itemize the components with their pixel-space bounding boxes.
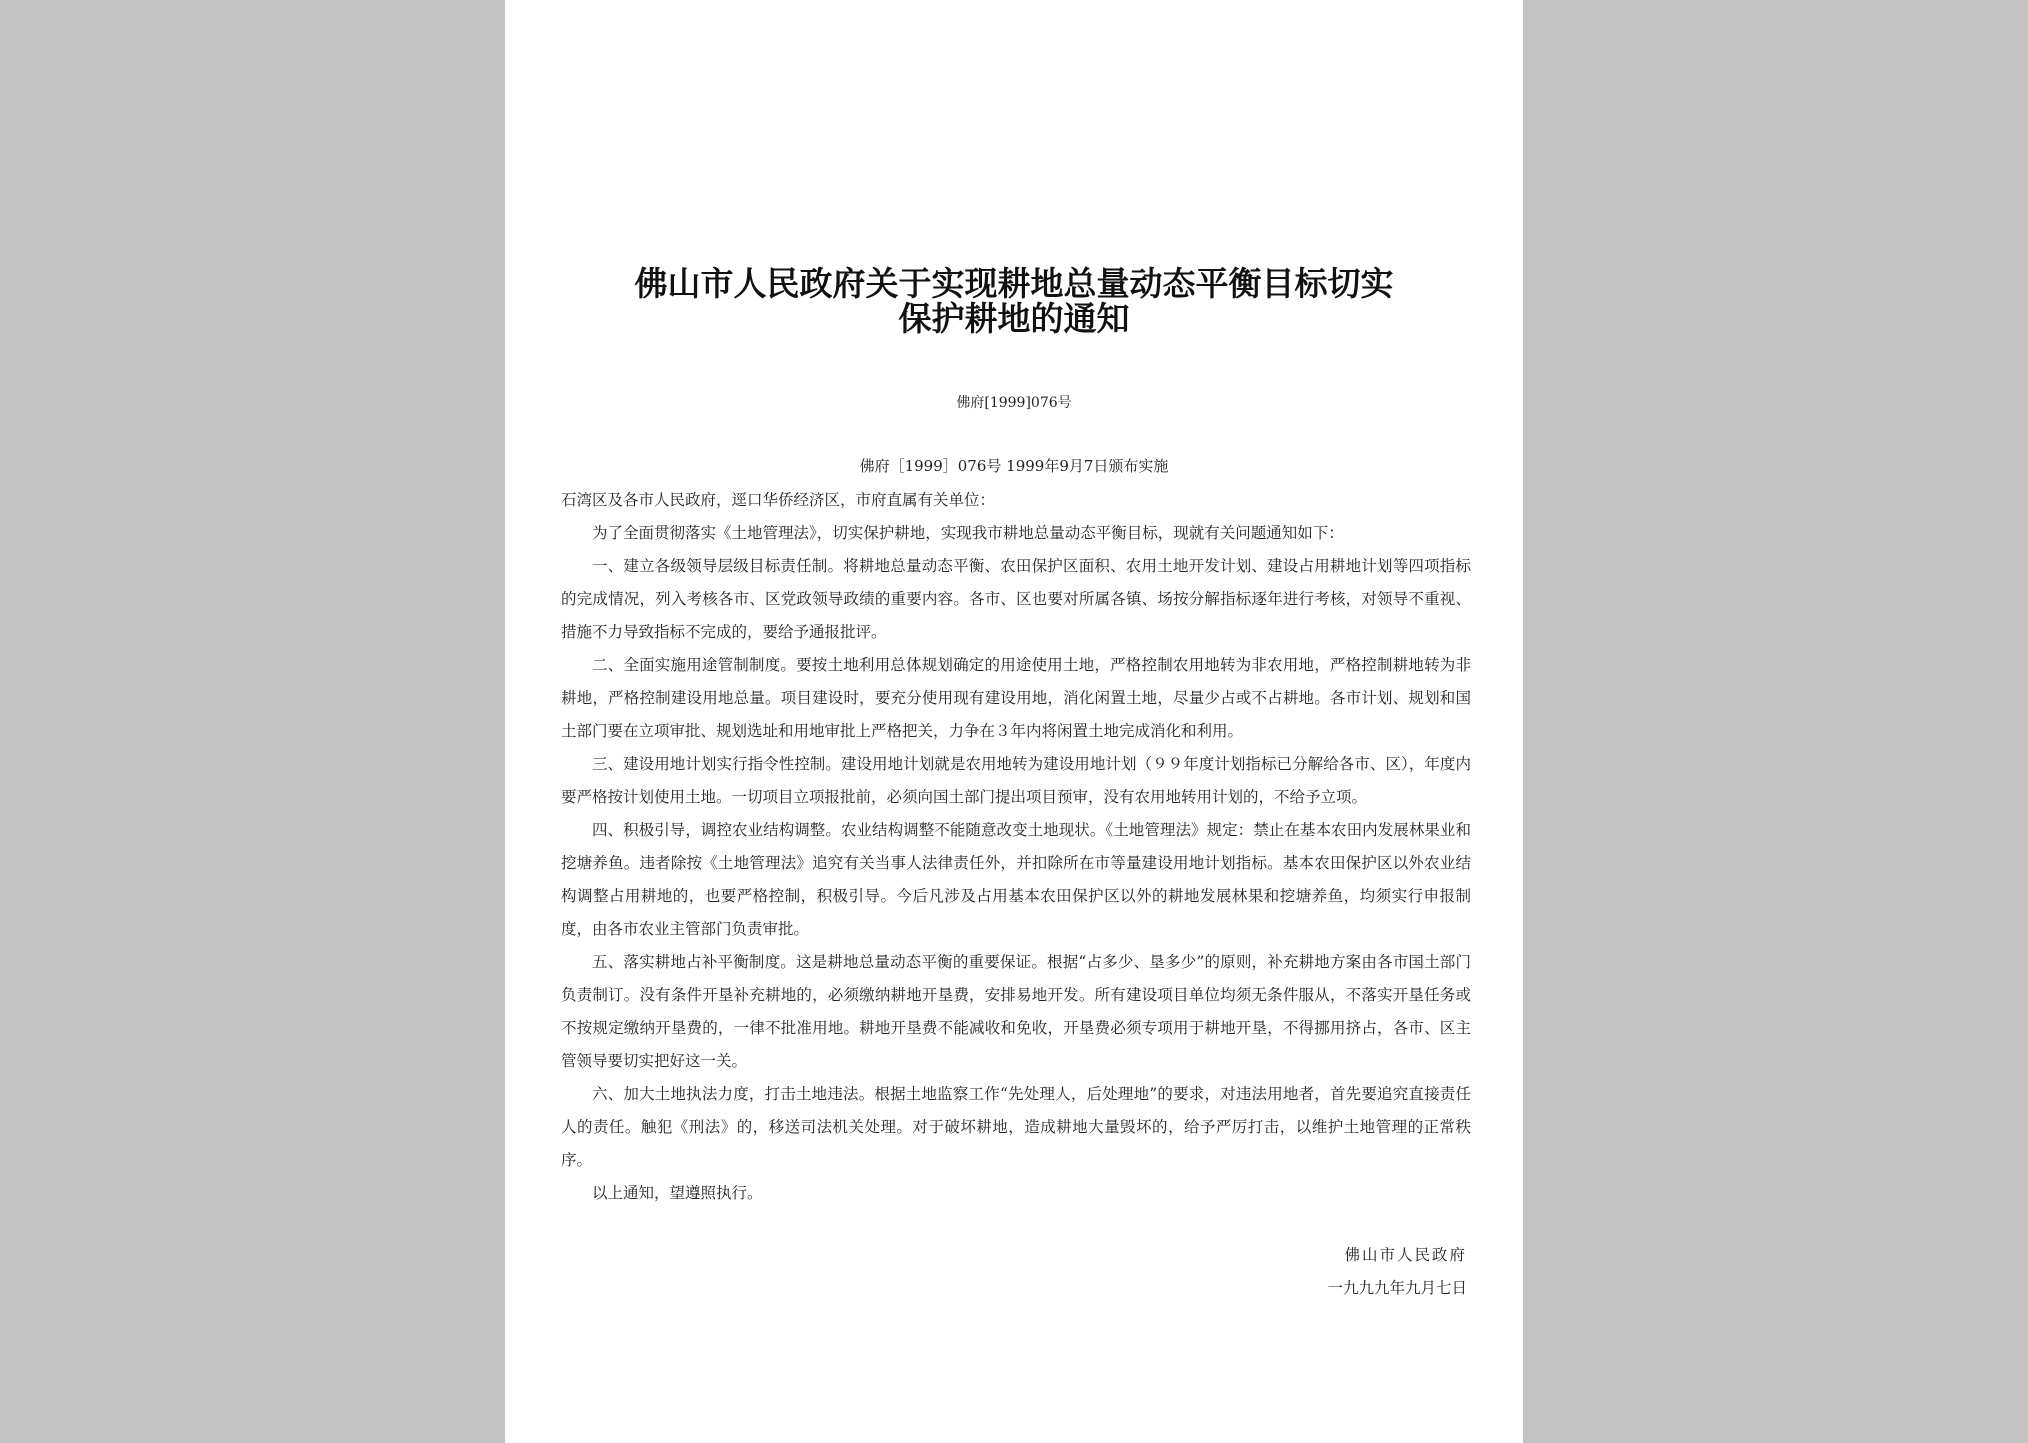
paragraph-5: 五、落实耕地占补平衡制度。这是耕地总量动态平衡的重要保证。根据“占多少、垦多少”的原则，补充耕地方案由各市国土部门负责制订。没有条件开垦补充耕地的，必须缴纳耕地开垦费，安排易地开发。所有建设项目单位均须无条件服从，不落实开垦任务或不按规定缴纳开垦费的，一律不批准用地。耕地开垦费不能减收和免收，开垦费必须专项用于耕地开垦，不得挪用挤占，各市、区主管领导要切实把好这一关。 bbox=[561, 953, 1471, 1070]
document-page bbox=[505, 0, 1523, 1443]
issued-line: 佛府［1999］076号 1999年9月7日颁布实施 bbox=[859, 457, 1169, 475]
paragraph-6: 六、加大土地执法力度，打击土地违法。根据土地监察工作“先处理人，后处理地”的要求，对违法用地者，首先要追究直接责任人的责任。触犯《刑法》的，移送司法机关处理。对于破坏耕地，造成耕地大量毁坏的，给予严厉打击，以维护土地管理的正常秩序。 bbox=[561, 1085, 1471, 1169]
paragraph-4: 四、积极引导，调控农业结构调整。农业结构调整不能随意改变土地现状。《土地管理法》规定：禁止在基本农田内发展林果业和挖塘养鱼。违者除按《土地管理法》追究有关当事人法律责任外，并扣除所在市等量建设用地计划指标。基本农田保护区以外农业结构调整占用耕地的，也要严格控制，积极引导。今后凡涉及占用基本农田保护区以外的耕地发展林果和挖塘养鱼，均须实行申报制度，由各市农业主管部门负责审批。 bbox=[561, 821, 1471, 938]
closing-paragraph: 以上通知，望遵照执行。 bbox=[592, 1184, 763, 1202]
paragraph-1: 一、建立各级领导层级目标责任制。将耕地总量动态平衡、农田保护区面积、农用土地开发计划、建设占用耕地计划等四项指标的完成情况，列入考核各市、区党政领导政绩的重要内容。各市、区也要对所属各镇、场按分解指标逐年进行考核，对领导不重视、措施不力导致指标不完成的，要给予通报批评。 bbox=[561, 557, 1471, 641]
signature-organization: 佛山市人民政府 bbox=[1344, 1246, 1467, 1264]
document-title-line1: 佛山市人民政府关于实现耕地总量动态平衡目标切实 bbox=[634, 264, 1394, 303]
intro-paragraph: 为了全面贯彻落实《土地管理法》，切实保护耕地，实现我市耕地总量动态平衡目标，现就有关问题通知如下： bbox=[592, 524, 1344, 542]
signature-date: 一九九九年九月七日 bbox=[1327, 1279, 1467, 1297]
paragraph-2: 二、全面实施用途管制制度。要按土地利用总体规划确定的用途使用土地，严格控制农用地转为非农用地，严格控制耕地转为非耕地，严格控制建设用地总量。项目建设时，要充分使用现有建设用地，消化闲置土地，尽量少占或不占耕地。各市计划、规划和国土部门要在立项审批、规划选址和用地审批上严格把关，力争在３年内将闲置土地完成消化和利用。 bbox=[561, 656, 1471, 740]
document-number: 佛府[1999]076号 bbox=[956, 395, 1072, 411]
document-title-line2: 保护耕地的通知 bbox=[898, 299, 1130, 338]
document-body bbox=[561, 484, 1471, 1210]
salutation: 石湾区及各市人民政府，逕口华侨经济区，市府直属有关单位： bbox=[561, 491, 996, 509]
paragraph-3: 三、建设用地计划实行指令性控制。建设用地计划就是农用地转为建设用地计划（９９年度计划指标已分解给各市、区），年度内要严格按计划使用土地。一切项目立项报批前，必须向国土部门提出项目预审，没有农用地转用计划的，不给予立项。 bbox=[561, 755, 1471, 806]
